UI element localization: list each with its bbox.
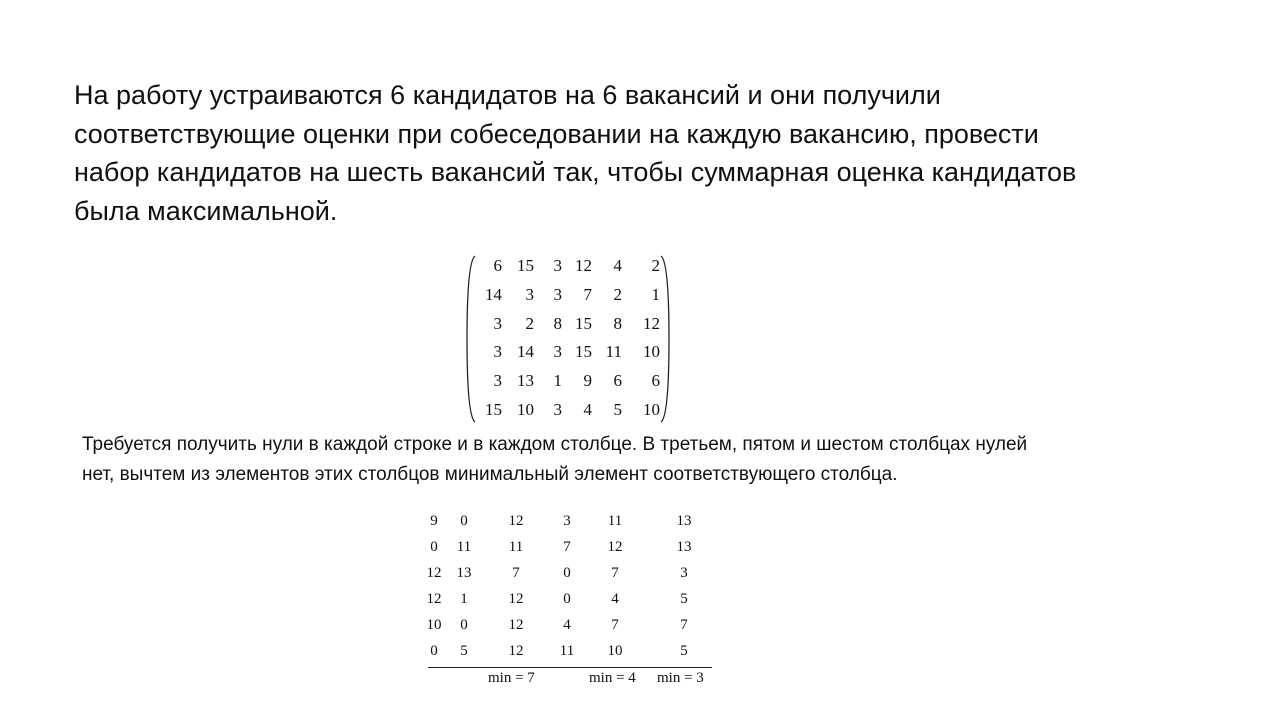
- matrix-grid: [476, 254, 662, 427]
- matrix-cell: 15: [517, 256, 534, 275]
- matrix-row: [476, 369, 662, 398]
- matrix-cell: 3: [525, 284, 534, 304]
- reduced-cell: 11: [456, 539, 472, 555]
- reduced-row: [420, 536, 720, 562]
- matrix-cell: 7: [583, 284, 592, 304]
- problem-statement-line: набор кандидатов на шесть вакансий так, чтобы суммарная оценка кандидатов: [74, 157, 1077, 187]
- matrix-cell: 15: [575, 342, 592, 362]
- reduced-cell: 12: [426, 591, 442, 607]
- reduced-cell: 13: [456, 565, 472, 581]
- matrix-cell: 3: [493, 371, 502, 391]
- problem-statement: [74, 76, 1214, 230]
- reduced-cell: 10: [607, 643, 623, 659]
- reduced-row: [420, 588, 720, 614]
- matrix-row: [476, 254, 662, 283]
- matrix-cell: 15: [485, 399, 502, 419]
- reduced-cell: 5: [680, 643, 688, 659]
- reduced-cell: 7: [512, 565, 520, 581]
- matrix-cell: 3: [493, 313, 502, 333]
- matrix-cell: 10: [643, 399, 660, 419]
- right-paren: [660, 254, 670, 424]
- step-note-line: нет, вычтем из элементов этих столбцов минимальный элемент соответствующего столбца.: [82, 464, 898, 485]
- reduced-cell: 12: [426, 565, 442, 581]
- matrix-cell: 4: [583, 399, 592, 419]
- matrix-cell: 8: [553, 313, 562, 333]
- reduced-cell: 9: [430, 513, 438, 529]
- reduced-cell: 7: [611, 617, 619, 633]
- matrix-cell: 11: [605, 342, 622, 362]
- matrix-cell: 2: [525, 313, 534, 333]
- reduced-cell: 7: [611, 565, 619, 581]
- matrix-cell: 6: [613, 371, 622, 391]
- reduced-cell: 4: [563, 617, 571, 633]
- matrix-cell: 8: [613, 313, 622, 333]
- matrix-cell: 1: [553, 371, 562, 391]
- matrix-cell: 14: [485, 284, 502, 304]
- reduced-cell: 12: [508, 513, 524, 529]
- reduced-cell: 0: [430, 539, 438, 555]
- matrix-cell: 14: [517, 342, 534, 362]
- min-label: min = 3: [657, 670, 704, 686]
- matrix-cell: 6: [651, 371, 660, 391]
- reduced-cell: 0: [460, 617, 468, 633]
- matrix-cell: 3: [553, 342, 562, 362]
- matrix-cell: 10: [517, 399, 534, 419]
- reduced-cell: 13: [676, 539, 692, 555]
- reduced-cell: 12: [508, 643, 524, 659]
- matrix-cell: 6: [493, 256, 502, 275]
- reduced-cell: 11: [508, 539, 524, 555]
- matrix-cell: 3: [553, 256, 562, 275]
- min-label: min = 4: [589, 670, 636, 686]
- reduced-cell: 7: [680, 617, 688, 633]
- reduced-cell: 5: [680, 591, 688, 607]
- left-paren: [466, 254, 476, 424]
- matrix-cell: 5: [613, 399, 622, 419]
- matrix-cell: 12: [643, 313, 660, 333]
- matrix-cell: 4: [613, 256, 622, 275]
- matrix-cell: 10: [643, 342, 660, 362]
- reduced-cell: 11: [559, 643, 575, 659]
- reduced-cell: 11: [607, 513, 623, 529]
- reduced-row: [420, 562, 720, 588]
- reduced-row: [420, 510, 720, 536]
- matrix-row: [476, 398, 662, 427]
- problem-statement-line: На работу устраиваются 6 кандидатов на 6 вакансий и они получили: [74, 80, 941, 110]
- table-rule: [428, 667, 712, 668]
- score-matrix: [466, 254, 670, 424]
- reduced-matrix: [420, 510, 720, 695]
- reduced-cell: 10: [426, 617, 442, 633]
- matrix-cell: 1: [651, 284, 660, 304]
- reduced-cell: 1: [460, 591, 468, 607]
- min-label: min = 7: [488, 670, 535, 686]
- matrix-cell: 12: [575, 256, 592, 275]
- step-note: [82, 430, 1222, 490]
- reduced-cell: 5: [460, 643, 468, 659]
- matrix-row: [476, 312, 662, 341]
- reduced-grid: [420, 510, 720, 666]
- reduced-cell: 7: [563, 539, 571, 555]
- reduced-cell: 0: [563, 591, 571, 607]
- matrix-cell: 9: [583, 371, 592, 391]
- step-note-line: Требуется получить нули в каждой строке и в каждом столбце. В третьем, пятом и шестом столбцах нулей: [82, 434, 1028, 455]
- reduced-cell: 13: [676, 513, 692, 529]
- reduced-cell: 3: [680, 565, 688, 581]
- matrix-cell: 3: [553, 284, 562, 304]
- matrix-cell: 3: [493, 342, 502, 362]
- matrix-row: [476, 340, 662, 369]
- reduced-cell: 4: [611, 591, 619, 607]
- matrix-cell: 15: [575, 313, 592, 333]
- reduced-row: [420, 640, 720, 666]
- reduced-row: [420, 614, 720, 640]
- matrix-row: [476, 283, 662, 312]
- reduced-cell: 0: [460, 513, 468, 529]
- reduced-cell: 0: [563, 565, 571, 581]
- reduced-cell: 12: [508, 591, 524, 607]
- reduced-cell: 12: [607, 539, 623, 555]
- problem-statement-line: была максимальной.: [74, 195, 338, 226]
- reduced-cell: 0: [430, 643, 438, 659]
- problem-statement-line: соответствующие оценки при собеседовании на каждую вакансию, провести: [74, 118, 1039, 149]
- matrix-cell: 13: [517, 371, 534, 391]
- reduced-cell: 3: [563, 513, 571, 529]
- matrix-cell: 2: [613, 284, 622, 304]
- matrix-cell: 2: [651, 256, 660, 275]
- matrix-cell: 3: [553, 399, 562, 419]
- reduced-cell: 12: [508, 617, 524, 633]
